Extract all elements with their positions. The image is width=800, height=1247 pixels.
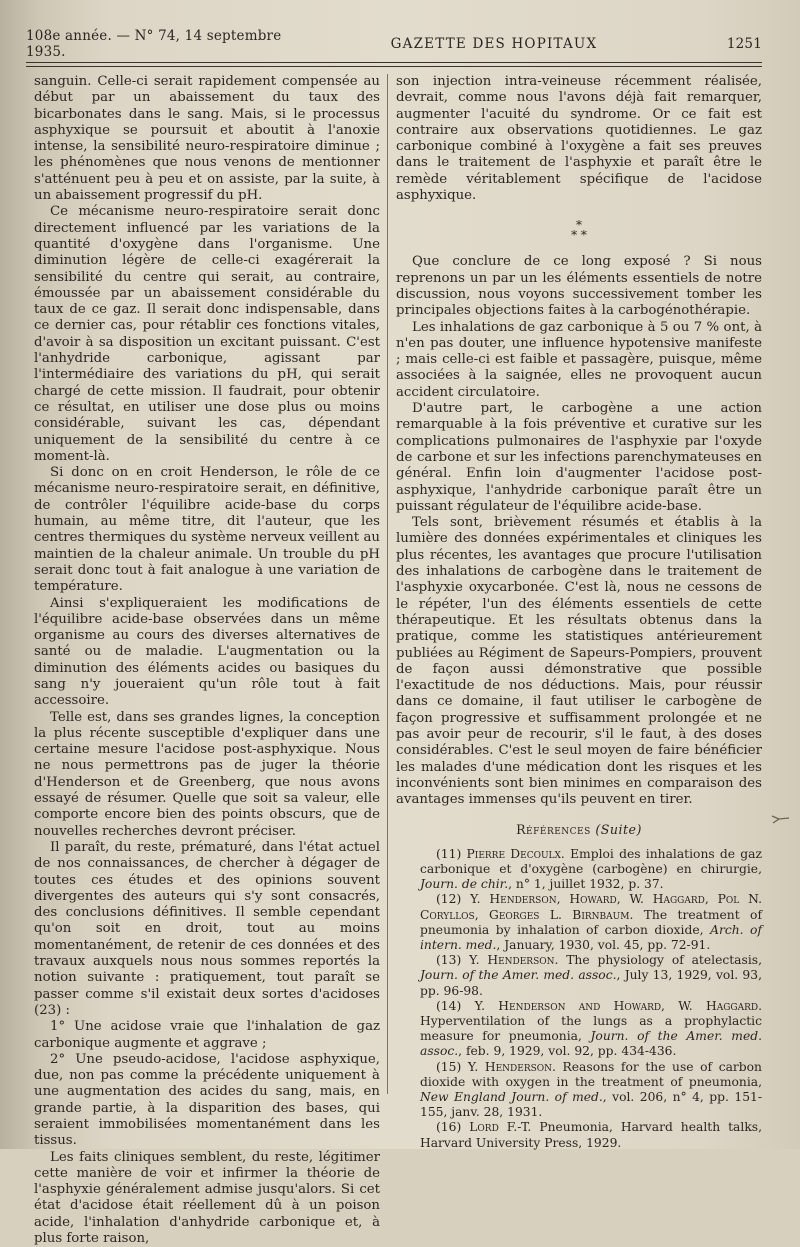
running-header — [26, 26, 762, 62]
reference-title: The physiology of atelectasis, — [558, 953, 762, 968]
reference-details: , July 13, 1929, vol. 93, pp. 96-98. — [420, 968, 762, 998]
reference-details: , vol. 206, n° 4, pp. 151-155, janv. 28, 1931. — [420, 1090, 763, 1120]
reference-number: (12) — [436, 892, 462, 907]
paragraph: Les faits cliniques semblent, du reste, légitimer cette manière de voir et infirmer la théorie de l'asphyxie généralement admise jusqu'alors. Si cet état d'acidose était réellement dû à un poison acide, l'inhalation d'anhydride carbonique et, à plus forte raison, — [34, 1149, 380, 1247]
list-item: 2° Une pseudo-acidose, l'acidose asphyxique, due, non pas comme la précédente uniquement à une augmentation des acides du sang, mais, en grande partie, à la disparition des bases, qui seraient immobilisées momentanément dans les tissus. — [34, 1051, 380, 1149]
reference-title: Reasons for the use of carbon dioxide with oxygen in the treatment of pneumonia, — [420, 1059, 762, 1089]
margin-mark — [770, 812, 792, 826]
paragraph: Telle est, dans ses grandes lignes, la conception la plus récente susceptible d'expliquer dans une certaine mesure l'acidose post-asphyxique. Nous ne nous permettrons pas de juger la théorie d'Henderson et de Greenberg, que nous avons essayé de résumer. Quelle que soit sa valeur, elle comporte encore bien des points obscurs, que de nouvelles recherches devront préciser. — [34, 709, 380, 839]
reference-title: Emploi des inhalations de gaz carbonique et d'oxygène (carbogène) en chirurgie, — [420, 846, 762, 876]
asterism-top: * — [576, 218, 582, 233]
list-item: 1° Une acidose vraie que l'inhalation de gaz carbonique augmente et aggrave ; — [34, 1019, 380, 1051]
left-column — [34, 74, 380, 1247]
references-heading-suffix: (Suite) — [595, 822, 642, 838]
journal-title: GAZETTE DES HOPITAUX — [390, 36, 598, 52]
reference-number: (15) — [436, 1059, 462, 1074]
asterism-bottom: * * — [571, 228, 587, 243]
paragraph: Tels sont, brièvement résumés et établis à la lumière des données expérimentales et cliniques les plus récentes, les avantages que procure l'utilisation des inhalations de carbogène dans le traitement de l'asphyxie oxycarbonée. C'est là, nous ne cessons de le répéter, l'un des éléments essentiels de cette thérapeutique. Et les résultats obtenus dans la pratique, comme les statistiques antérieurement publiées au Régiment de Sapeurs-Pompiers, prouvent de façon aussi démonstrative que possible l'exactitude de nos déductions. Mais, pour réussir dans ce domaine, il faut utiliser le carbogène de façon progressive et suffisamment prolongée et ne pas avoir peur de recourir, s'il le faut, à des doses considérables. C'est le seul moyen de faire bénéficier les malades d'une médication dont les risques et les inconvénients sont bien minimes en comparaison des avantages immenses qu'ils peuvent en tirer. — [396, 515, 762, 808]
reference-details: , January, 1930, vol. 45, pp. 72-91. — [496, 937, 711, 952]
reference-item — [396, 847, 762, 893]
reference-title: Hyperventilation of the lungs as a prophylactic measure for pneumonia, — [420, 1014, 762, 1044]
reference-title: The treatment of pneumonia by inhalation of carbon dioxide, — [420, 907, 762, 937]
reference-item — [396, 1120, 762, 1150]
reference-authors: Pierre Decoulx. — [466, 846, 565, 861]
reference-item — [396, 1060, 762, 1121]
reference-source: Journ. of the Amer. med. assoc. — [420, 1029, 762, 1059]
page-number: 1251 — [726, 36, 762, 52]
paragraph: Ce mécanisme neuro-respiratoire serait donc directement influencé par les variations de la quantité d'oxygène dans l'organisme. Une diminution légère de celle-ci exagérerait la sensibilité du centre qui serait, au contraire, émoussée par un abaissement considérable du taux de ce gaz. Il serait donc indispensable, dans ce dernier cas, pour rétablir ces fonctions vitales, d'avoir à sa disposition un excitant puissant. C'est l'anhydride carbonique, agissant par l'intermédiaire des variations du pH, qui serait chargé de cette mission. Il faudrait, pour obtenir ce résultat, en utiliser une dose plus ou moins considérable, suivant les cas, dépendant uniquement de la sensibilité du centre à ce moment-là. — [34, 204, 380, 464]
paragraph: Il paraît, du reste, prématuré, dans l'état actuel de nos connaissances, de chercher à dégager de toutes ces études et des opinions souvent divergentes des auteurs qui s'y sont consacrés, des conclusions définitives. Il semble cependant qu'on soit en droit, tout au moins momentanément, de retenir de ces données et des travaux auxquels nous nous sommes reportés la notion suivante : pratiquement, tout paraît se passer comme s'il existait deux sortes d'acidoses (23) : — [34, 839, 380, 1018]
right-column — [396, 74, 762, 1151]
reference-authors: Lord F.-T. — [469, 1120, 532, 1135]
reference-item — [396, 999, 762, 1060]
reference-number: (13) — [436, 953, 462, 968]
reference-number: (16) — [436, 1120, 462, 1135]
paragraph: Ainsi s'expliqueraient les modifications de l'équilibre acide-base observées dans un même organisme au cours des diverses alternatives de santé ou de maladie. L'augmentation ou la diminution des éléments acides ou basiques du sang n'y joueraient qu'un rôle tout à fait accessoire. — [34, 595, 380, 709]
reference-item — [396, 953, 762, 999]
references-heading — [396, 822, 762, 838]
reference-source: Arch. of intern. med. — [420, 922, 763, 952]
reference-authors: Y. Henderson. — [469, 953, 559, 968]
reference-source: Journ. of the Amer. med. assoc. — [420, 968, 617, 983]
paragraph: Les inhalations de gaz carbonique à 5 ou 7 % ont, à n'en pas douter, une influence hypotensive manifeste ; mais celle-ci est faible et passagère, puisque, même associées à la saignée, elles ne provoquent aucun accident circulatoire. — [396, 319, 762, 400]
paragraph: son injection intra-veineuse récemment réalisée, devrait, comme nous l'avons déjà fait remarquer, augmenter l'acuité du syndrome. Or ce fait est contraire aux observations quotidiennes. Le gaz carbonique combiné à l'oxygène a fait ses preuves dans le traitement de l'asphyxie et paraît être le remède véritablement spécifique de l'acidose asphyxique. — [396, 74, 762, 204]
reference-number: (14) — [436, 998, 462, 1013]
header-rule-thin — [26, 66, 762, 67]
reference-details: , n° 1, juillet 1932, p. 37. — [508, 877, 664, 892]
column-divider — [387, 74, 388, 1094]
references-heading-label: Références — [516, 822, 591, 838]
reference-authors: Y. Henderson, Howard, W. Haggard, Pol N. Coryllos, Georges L. Birnbaum. — [420, 892, 762, 922]
header-rule — [26, 62, 762, 63]
reference-list — [396, 847, 762, 1151]
reference-authors: Y. Henderson and Howard, W. Haggard. — [474, 998, 762, 1013]
paragraph: sanguin. Celle-ci serait rapidement compensée au début par un abaissement du taux des bicarbonates dans le sang. Mais, si le processus asphyxique se poursuit et aboutit à l'anoxie intense, la sensibilité neuro-respiratoire diminue ; les phénomènes que nous venons de mentionner s'atténuent peu à peu et on assiste, par la suite, à un abaissement progressif du pH. — [34, 74, 380, 204]
reference-source: Journ. de chir. — [420, 877, 509, 892]
reference-number: (11) — [436, 846, 462, 861]
reference-source: New England Journ. of med. — [420, 1090, 603, 1105]
reference-item — [396, 892, 762, 953]
paragraph: Que conclure de ce long exposé ? Si nous reprenons un par un les éléments essentiels de notre discussion, nous voyons successivement tomber les principales objections faites à la carbogénothérapie. — [396, 254, 762, 319]
paragraph: D'autre part, le carbogène a une action remarquable à la fois préventive et curative sur les complications pulmonaires de l'asphyxie par l'oxyde de carbone et sur les infections parenchymateuses en général. Enfin loin d'augmenter l'acidose post-asphyxique, l'anhydride carbonique paraît être un puissant régulateur de l'équilibre acide-base. — [396, 401, 762, 514]
reference-authors: Y. Henderson. — [467, 1059, 556, 1074]
issue-line: 108e année. — N° 74, 14 septembre 1935. — [26, 28, 282, 60]
reference-title: Pneumonia, Harvard health talks, Harvard University Press, 1929. — [420, 1120, 762, 1150]
reference-details: , feb. 9, 1929, vol. 92, pp. 434-436. — [458, 1044, 677, 1059]
section-separator — [396, 218, 762, 243]
paragraph: Si donc on en croit Henderson, le rôle de ce mécanisme neuro-respiratoire serait, en définitive, de contrôler l'équilibre acide-base du corps humain, au même titre, dit l'auteur, que les centres thermiques du système nerveux veillent au maintien de la chaleur animale. Un trouble du pH serait donc tout à fait analogue à une variation de température. — [34, 465, 380, 595]
